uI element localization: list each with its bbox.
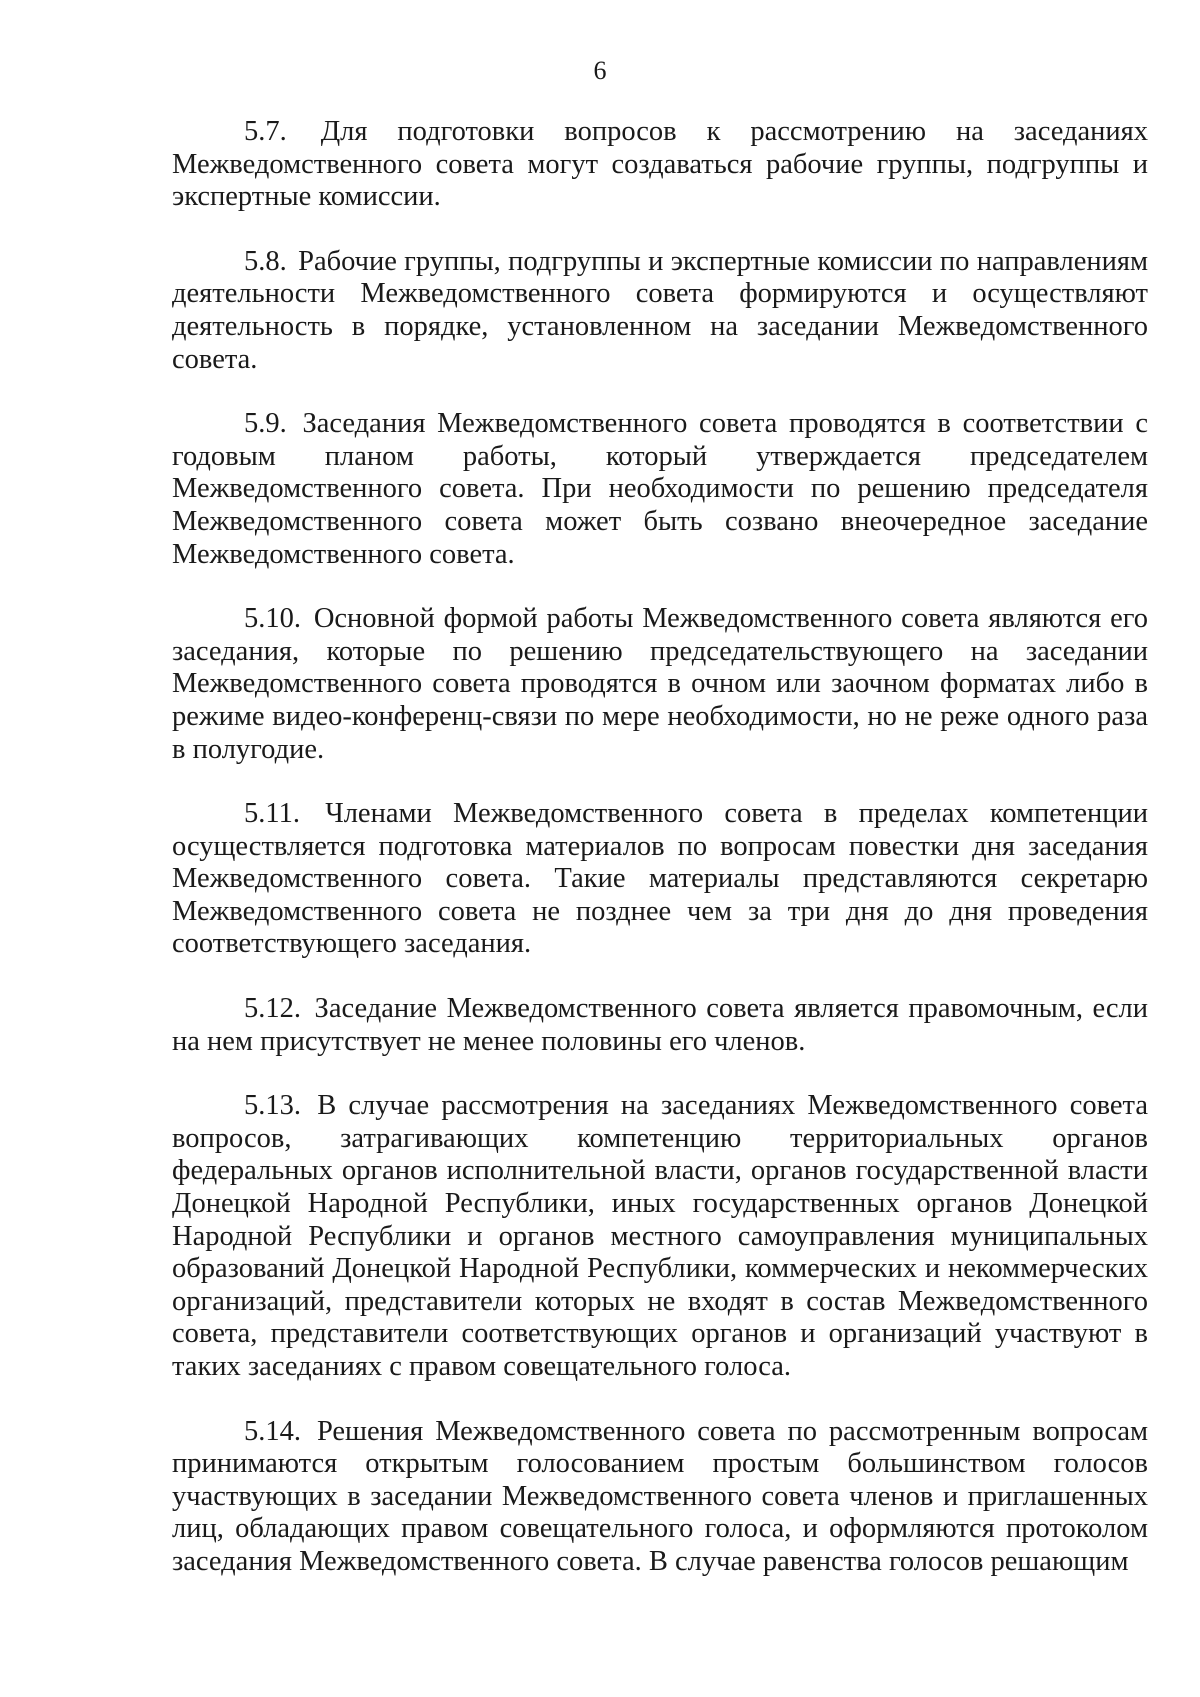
clause-5-7: [172, 116, 1148, 214]
document-body: [172, 116, 1148, 1579]
clause-number: 5.11.: [244, 798, 300, 830]
clause-number: 5.12.: [244, 993, 301, 1025]
clause-5-8: [172, 246, 1148, 376]
clause-5-12: [172, 993, 1148, 1058]
clause-text: Решения Межведомственного совета по рассмотренным вопросам принимаются открытым голосованием простым большинством голосов участвующих в заседании Межведомственного совета членов и приглашенных лиц, обладающих правом совещательного голоса, и оформляются протоколом заседания Межведомственного совета. В случае равенства голосов решающим: [172, 1415, 1149, 1577]
clause-number: 5.8.: [244, 245, 287, 277]
clause-number: 5.13.: [244, 1090, 301, 1122]
clause-text: Заседание Межведомственного совета является правомочным, если на нем присутствует не менее половины его членов.: [172, 993, 1148, 1057]
clause-text: Рабочие группы, подгруппы и экспертные комиссии по направлениям деятельности Межведомственного совета формируются и осуществляют деятельность в порядке, установленном на заседании Межведомственного совета.: [172, 245, 1149, 375]
clause-5-10: [172, 603, 1148, 766]
clause-5-14: [172, 1416, 1148, 1579]
clause-5-9: [172, 408, 1148, 571]
clause-number: 5.14.: [244, 1415, 301, 1447]
clause-number: 5.9.: [244, 408, 287, 440]
clause-text: Для подготовки вопросов к рассмотрению на заседаниях Межведомственного совета могут создаваться рабочие группы, подгруппы и экспертные комиссии.: [172, 116, 1148, 213]
clause-5-13: [172, 1090, 1148, 1383]
clause-number: 5.7.: [244, 116, 287, 147]
clause-text: Основной формой работы Межведомственного совета являются его заседания, которые по решению председательствующего на заседании Межведомственного совета проводятся в очном или заочном форматах либо в режиме видео-конференц-связи по мере необходимости, но не реже одного раза в полугодие.: [172, 603, 1148, 765]
clause-text: В случае рассмотрения на заседаниях Межведомственного совета вопросов, затрагивающих компетенцию территориальных органов федеральных органов исполнительной власти, органов государственной власти Донецкой Народной Республики, иных государственных органов Донецкой Народной Республики и органов местного самоуправления муниципальных образований Донецкой Народной Республики, коммерческих и некоммерческих организаций, представители которых не входят в состав Межведомственного совета, представители соответствующих органов и организаций участвуют в таких заседаниях с правом совещательного голоса.: [172, 1090, 1148, 1382]
clause-text: Членами Межведомственного совета в пределах компетенции осуществляется подготовка материалов по вопросам повестки дня заседания Межведомственного совета. Такие материалы представляются секретарю Межведомственного совета не позднее чем за три дня до дня проведения соответствующего заседания.: [172, 798, 1148, 960]
clause-5-11: [172, 798, 1148, 961]
clause-text: Заседания Межведомственного совета проводятся в соответствии с годовым планом работы, который утверждается председателем Межведомственного совета. При необходимости по решению председателя Межведомственного совета может быть созвано внеочередное заседание Межведомственного совета.: [172, 408, 1149, 570]
clause-number: 5.10.: [244, 603, 301, 635]
page-number: 6: [593, 56, 607, 85]
